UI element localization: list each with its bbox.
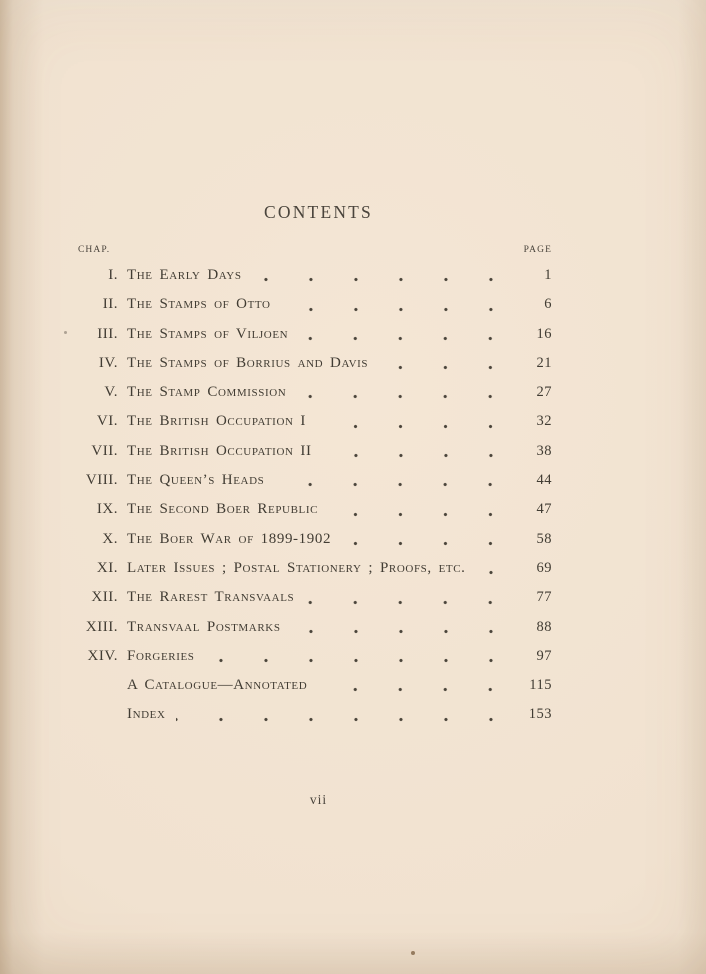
chapter-title: The British Occupation II: [127, 442, 312, 459]
chapter-page-number: 44: [536, 472, 552, 489]
toc-row: [78, 407, 552, 436]
chapter-title: The Queen’s Heads: [127, 472, 265, 489]
toc-row: [78, 671, 552, 700]
toc-row: [78, 613, 552, 642]
chapter-numeral: V.: [104, 384, 118, 401]
chapter-title: The Stamp Commission: [127, 384, 287, 401]
toc-row: [78, 642, 552, 671]
toc-row: [78, 700, 552, 729]
dot-leader: [281, 290, 518, 319]
chapter-page-number: 115: [529, 677, 552, 694]
chapter-title: The Boer War of 1899-1902: [127, 530, 332, 547]
dot-leader: [341, 525, 518, 554]
chapter-page-number: 38: [536, 442, 552, 459]
toc-row: [78, 320, 552, 349]
chapter-title: Transvaal Postmarks: [127, 618, 281, 635]
toc-list: [78, 261, 552, 730]
dot-leader: [476, 554, 518, 583]
dot-leader: [322, 437, 518, 466]
chapter-numeral: III.: [97, 325, 118, 342]
toc-row: [78, 466, 552, 495]
chapter-title: Forgeries: [127, 647, 195, 664]
dot-leader: [176, 700, 518, 729]
chapter-title: The Early Days: [127, 267, 242, 283]
chapter-page-number: 1: [544, 267, 552, 283]
toc-row: [78, 261, 552, 290]
chapter-numeral: II.: [102, 296, 118, 313]
dot-leader: [304, 583, 518, 612]
chapter-page-number: 58: [536, 530, 552, 547]
chapter-title: Later Issues ; Postal Stationery ; Proofs, etc.: [127, 559, 466, 576]
toc-header: [78, 245, 552, 260]
dot-leader: [296, 378, 518, 407]
chapter-page-number: 21: [536, 354, 552, 371]
dot-leader: [298, 320, 518, 349]
chapter-title: The Second Boer Republic: [127, 501, 319, 518]
chapter-numeral: X.: [102, 530, 118, 547]
toc-row: [78, 437, 552, 466]
dot-leader: [205, 642, 518, 671]
chapter-numeral: VIII.: [85, 472, 118, 489]
dot-leader: [317, 671, 518, 700]
chapter-page-number: 77: [536, 589, 552, 606]
chapter-title: The Rarest Transvaals: [127, 589, 295, 606]
dot-leader: [252, 261, 518, 290]
chapter-numeral: VII.: [91, 442, 118, 459]
chapter-page-number: 153: [528, 706, 552, 723]
chapter-page-number: 27: [536, 384, 552, 401]
chapter-title: The Stamps of Otto: [127, 296, 271, 313]
chapter-numeral: I.: [108, 267, 118, 283]
page-title: CONTENTS: [264, 202, 373, 222]
page-column-header: PAGE: [523, 245, 552, 255]
dot-leader: [316, 407, 518, 436]
table-of-contents: [78, 245, 552, 730]
paper-speck: [64, 331, 67, 334]
chapter-page-number: 32: [536, 413, 552, 430]
folio-page-number: vii: [309, 792, 328, 807]
chapter-numeral: IV.: [98, 354, 118, 371]
chapter-title: The Stamps of Viljoen: [127, 325, 289, 342]
paper-speck: [411, 951, 415, 955]
dot-leader: [328, 495, 518, 524]
chapter-numeral: XII.: [91, 589, 118, 606]
dot-leader: [274, 466, 518, 495]
chapter-title: Index: [127, 706, 166, 723]
chapter-numeral: VI.: [96, 413, 118, 430]
chapter-page-number: 88: [536, 618, 552, 635]
chapter-numeral: IX.: [96, 501, 118, 518]
chapter-title: The Stamps of Borrius and Davis: [127, 354, 369, 371]
chap-column-header: CHAP.: [78, 245, 111, 255]
chapter-page-number: 6: [544, 296, 552, 313]
chapter-page-number: 16: [536, 325, 552, 342]
chapter-numeral: XIII.: [85, 618, 118, 635]
toc-row: [78, 554, 552, 583]
toc-row: [78, 349, 552, 378]
toc-row: [78, 495, 552, 524]
chapter-page-number: 47: [536, 501, 552, 518]
toc-row: [78, 378, 552, 407]
chapter-numeral: XI.: [96, 559, 118, 576]
dot-leader: [378, 349, 518, 378]
chapter-numeral: XIV.: [87, 647, 118, 664]
toc-row: [78, 290, 552, 319]
toc-row: [78, 583, 552, 612]
toc-row: [78, 525, 552, 554]
chapter-title: The British Occupation I: [127, 413, 306, 430]
chapter-title: A Catalogue—Annotated: [127, 677, 308, 694]
chapter-page-number: 69: [536, 559, 552, 576]
dot-leader: [291, 613, 518, 642]
chapter-page-number: 97: [536, 647, 552, 664]
